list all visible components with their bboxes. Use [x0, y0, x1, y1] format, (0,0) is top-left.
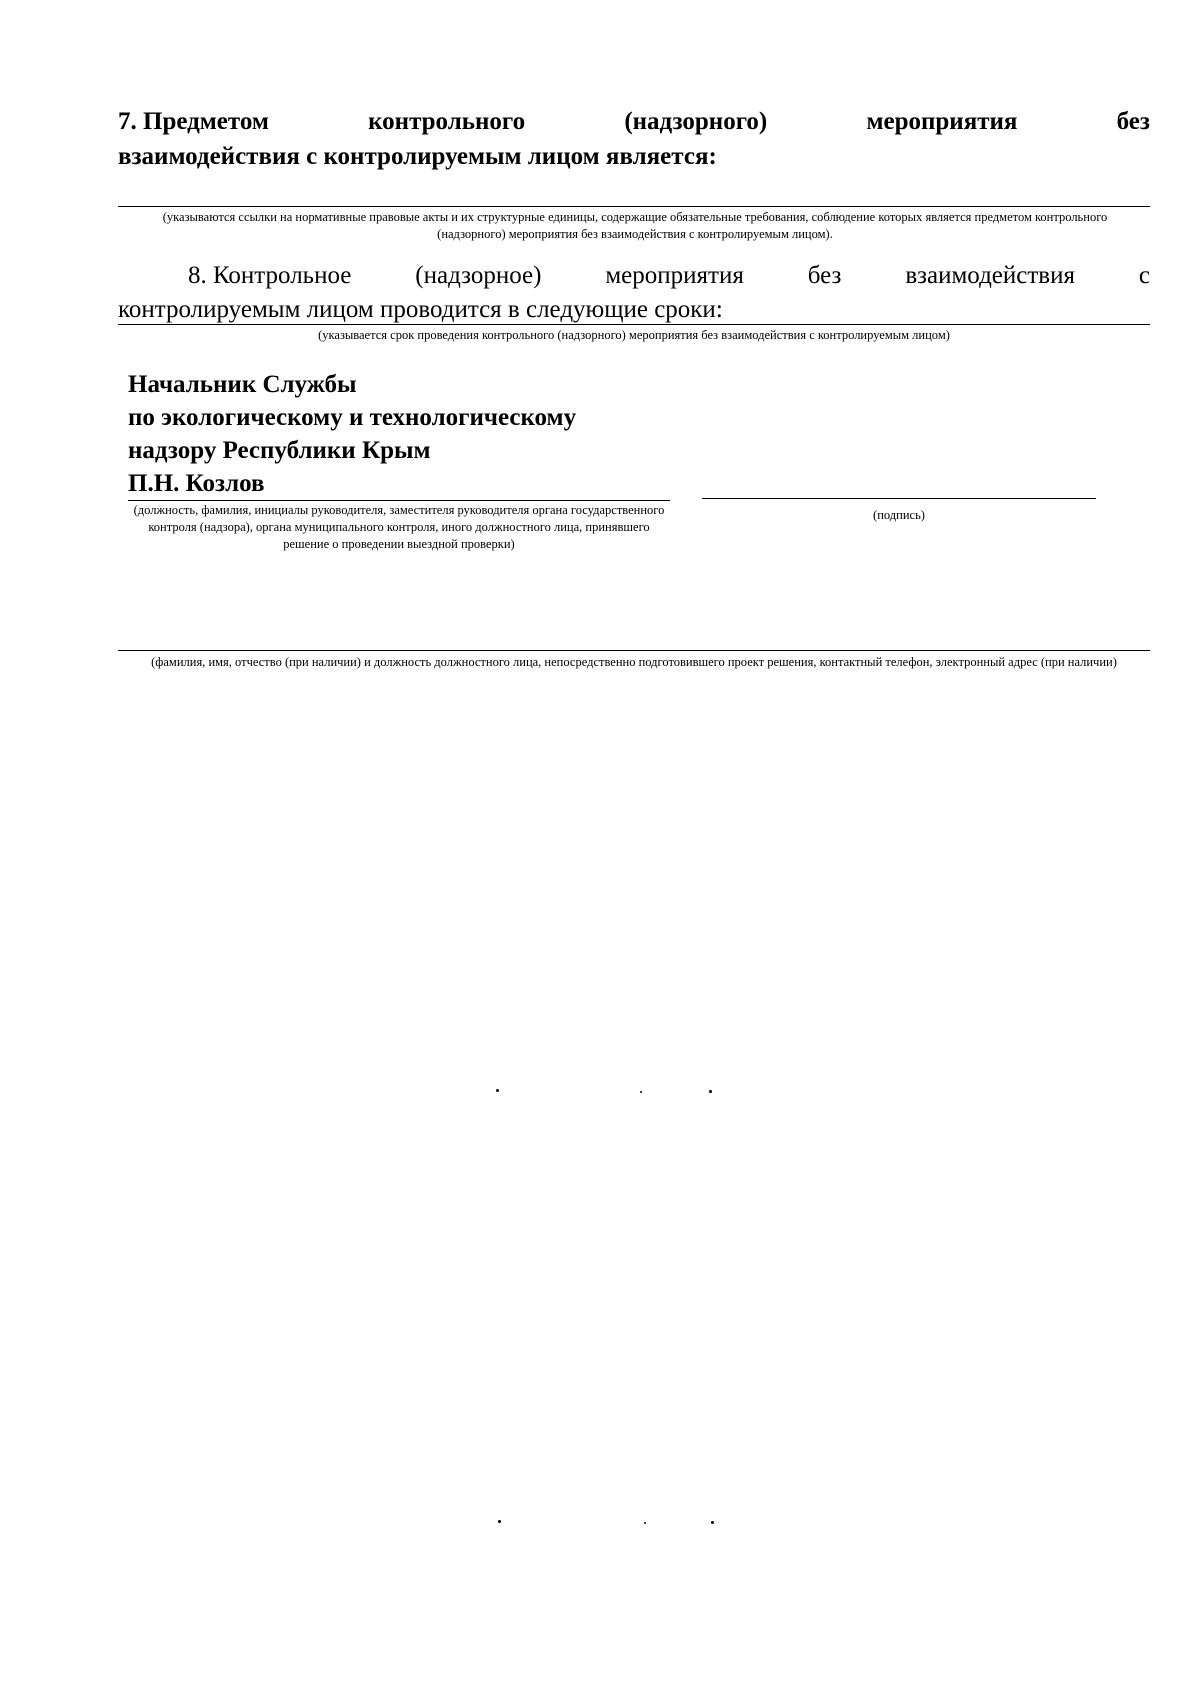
- section-7-word: мероприятия: [866, 108, 1018, 135]
- signatory-name: П.Н. Козлов: [128, 470, 265, 497]
- signatory-title-line: надзору Республики Крым: [128, 437, 431, 464]
- scan-speck: [496, 1089, 499, 1092]
- section-7-word: без: [1116, 108, 1150, 135]
- section-7-word: (надзорного): [624, 108, 768, 135]
- signatory-title-line: Начальник Службы: [128, 371, 357, 398]
- scan-speck: [498, 1520, 501, 1523]
- section-7-word: контрольного: [368, 108, 526, 135]
- preparer-note: (фамилия, имя, отчество (при наличии) и должность должностного лица, непосредственно подготовившего проект решения, контактный телефон, электронный адрес (при наличии): [151, 655, 1117, 669]
- scan-speck: [644, 1522, 646, 1524]
- section-7-fill-line: [118, 206, 1150, 207]
- scan-speck: [640, 1091, 642, 1093]
- section-8-note: (указывается срок проведения контрольного (надзорного) мероприятия без взаимодействия с контролируемым лицом): [318, 328, 950, 342]
- signature-note: (подпись): [873, 508, 925, 522]
- signatory-position-note: (должность, фамилия, инициалы руководителя, заместителя руководителя органа государственного контроля (надзора), органа муниципального контроля, иного должностного лица, принявшего решение о проведении выездной проверки): [133, 503, 665, 551]
- section-8-word: мероприятия: [605, 262, 744, 289]
- section-7-note: (указываются ссылки на нормативные правовые акты и их структурные единицы, содержащие обязательные требования, соблюдение которых является предметом контрольного (надзорного) мероприятия без взаимодействия с контролируемым лицом).: [162, 210, 1108, 241]
- signatory-title-line: по экологическому и технологическому: [128, 404, 577, 431]
- section-7-heading-line2: взаимодействия с контролируемым лицом является:: [118, 143, 717, 170]
- scan-speck: [709, 1090, 712, 1093]
- signatory-block: [128, 368, 576, 500]
- section-8-word: 8. Контрольное: [188, 262, 352, 289]
- section-8-heading-line1: [118, 262, 1150, 290]
- signature-line: [702, 498, 1096, 499]
- section-8-fill-line: [118, 324, 1150, 325]
- section-8-heading-line2: контролируемым лицом проводится в следующие сроки:: [118, 296, 723, 323]
- signatory-position-line: [128, 500, 670, 501]
- section-8-word: без: [807, 262, 842, 289]
- section-7-heading-line1: [118, 108, 1150, 136]
- scan-speck: [711, 1521, 714, 1524]
- section-8-word: (надзорное): [415, 262, 542, 289]
- section-7-word: 7. Предметом: [118, 108, 269, 135]
- section-8-word: взаимодействия: [905, 262, 1075, 289]
- preparer-fill-line: [118, 650, 1150, 651]
- section-8-word: с: [1138, 262, 1150, 289]
